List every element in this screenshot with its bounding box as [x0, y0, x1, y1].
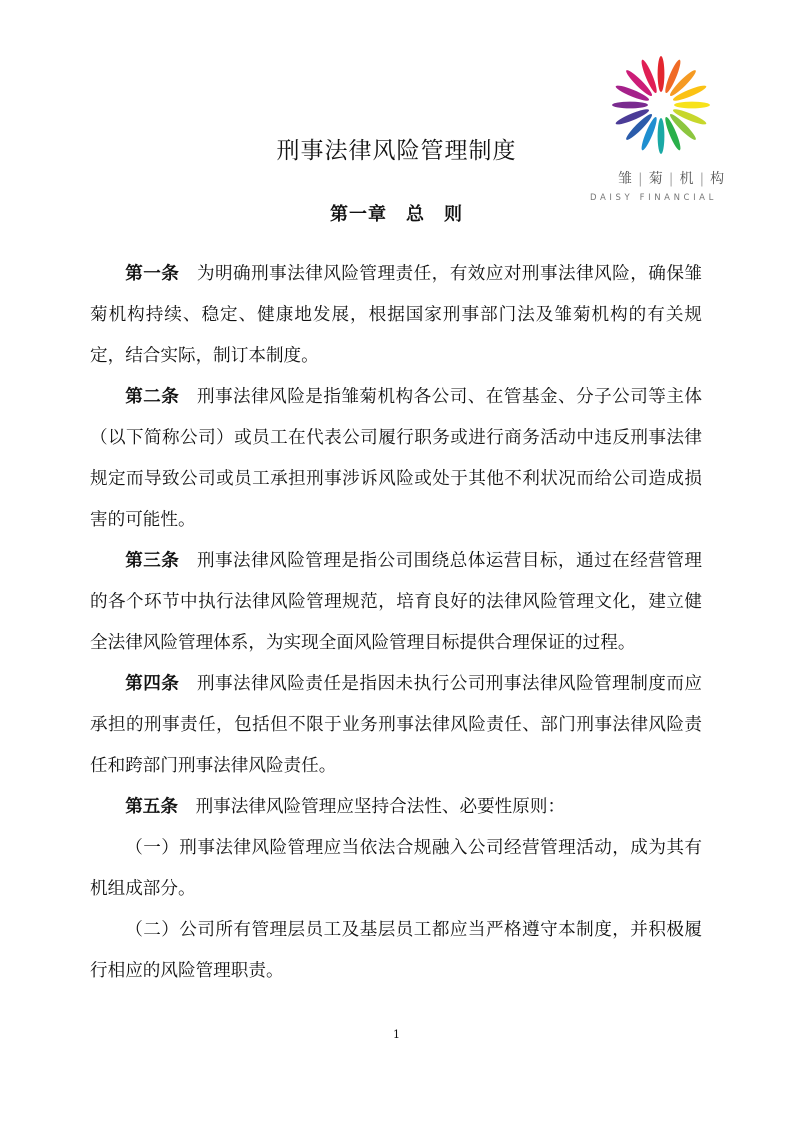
- document-title: 刑事法律风险管理制度: [276, 138, 517, 164]
- article-5: 第五条 刑事法律风险管理应坚持合法性、必要性原则：: [125, 797, 566, 817]
- logo-name-en: DAISY FINANCIAL: [590, 193, 717, 203]
- logo-name-cn: 雏 | 菊 | 机 | 构: [618, 171, 729, 187]
- daisy-petal: [674, 102, 710, 109]
- article-5-item-2: （二）公司所有管理层员工及基层员工都应当严格遵守本制度，并积极履行相应的风险管理职责。: [90, 920, 702, 981]
- article-4: 第四条 刑事法律风险责任是指因未执行公司刑事法律风险管理制度而应承担的刑事责任，包括但不限于业务刑事法律风险责任、部门刑事法律风险责任和跨部门刑事法律风险责任。: [90, 674, 702, 776]
- chapter-title: 第一章 总 则: [330, 204, 463, 225]
- daisy-petal: [658, 56, 665, 92]
- page-number: 1: [393, 1028, 400, 1041]
- article-2: 第二条 刑事法律风险是指雏菊机构各公司、在管基金、分子公司等主体（以下简称公司）或员工在代表公司履行职务或进行商务活动中违反刑事法律规定而导致公司或员工承担刑事涉诉风险或处于其他不利状况而给公司造成损害的可能性。: [90, 387, 702, 530]
- article-3: 第三条 刑事法律风险管理是指公司围绕总体运营目标，通过在经营管理的各个环节中执行法律风险管理规范，培育良好的法律风险管理文化，建立健全法律风险管理体系，为实现全面风险管理目标提供合理保证的过程。: [90, 551, 702, 653]
- document-body: [90, 254, 702, 992]
- article-1: 第一条 为明确刑事法律风险管理责任，有效应对刑事法律风险，确保雏菊机构持续、稳定、健康地发展，根据国家刑事部门法及雏菊机构的有关规定，结合实际，制订本制度。: [90, 264, 702, 366]
- daisy-petal: [612, 102, 648, 109]
- article-5-item-1: （一）刑事法律风险管理应当依法合规融入公司经营管理活动，成为其有机组成部分。: [90, 838, 702, 899]
